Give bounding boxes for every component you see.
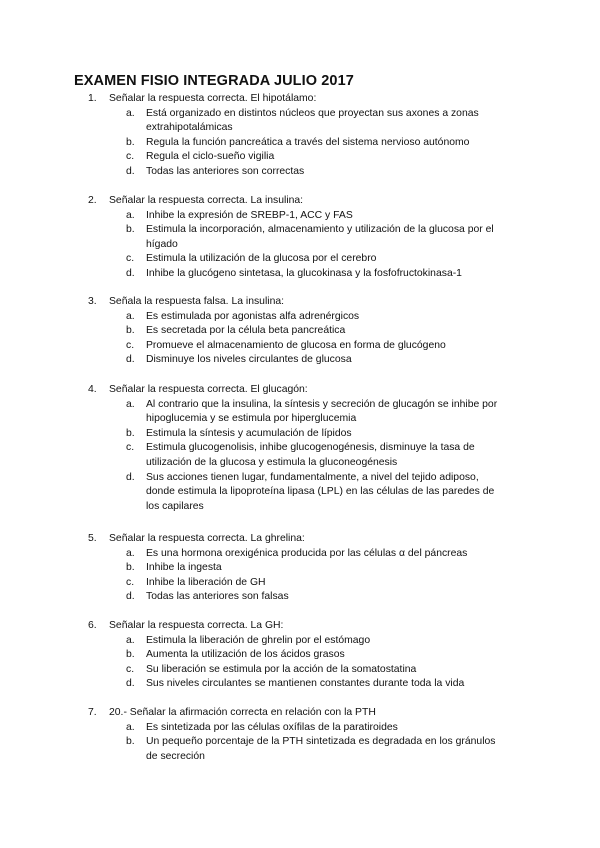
- option-item: [88, 267, 528, 282]
- option-letter: c.: [126, 151, 135, 163]
- question-number: 1.: [88, 93, 97, 104]
- option-list: [88, 634, 528, 692]
- option-item: [88, 136, 528, 151]
- option-text: Al contrario que la insulina, la síntesis y secreción de glucagón se inhibe por hipoglucemia y se estimula por hiperglucemia: [146, 398, 498, 425]
- option-text: Sus acciones tienen lugar, fundamentalmente, a nivel del tejido adiposo, donde estimula la lipoproteína lipasa (LPL) en las células de las paredes de los capilares: [146, 471, 495, 512]
- question-number: 6.: [88, 620, 97, 631]
- option-letter: a.: [126, 107, 135, 119]
- option-item: [88, 339, 528, 354]
- question-number: 2.: [88, 195, 97, 206]
- option-text: Promueve el almacenamiento de glucosa en forma de glucógeno: [146, 339, 446, 351]
- question-text: Señalar la respuesta correcta. La insulina:: [109, 195, 304, 206]
- option-text: Estimula glucogenolisis, inhibe glucogenogénesis, disminuye la tasa de utilización de la glucosa y estimula la gluconeogénesis: [146, 442, 475, 468]
- option-item: [88, 209, 528, 224]
- option-text: Sus niveles circulantes se mantienen constantes durante toda la vida: [146, 678, 465, 690]
- option-text: Regula el ciclo-sueño vigilia: [146, 151, 275, 163]
- option-letter: c.: [126, 339, 135, 351]
- option-letter: d.: [126, 267, 135, 279]
- option-letter: a.: [126, 721, 135, 733]
- option-text: Estimula la incorporación, almacenamiento y utilización de la glucosa por el hígado: [146, 224, 494, 250]
- option-letter: b.: [126, 325, 135, 337]
- question-5: [88, 532, 528, 605]
- question-text: Señalar la respuesta correcta. El glucagón:: [109, 384, 308, 395]
- option-text: Aumenta la utilización de los ácidos grasos: [146, 649, 345, 661]
- option-item: [88, 547, 528, 562]
- option-item: [88, 576, 528, 591]
- option-item: [88, 353, 528, 368]
- question-header: [88, 92, 528, 107]
- option-text: Estimula la liberación de ghrelin por el estómago: [146, 634, 371, 646]
- question-text: Señalar la respuesta correcta. La GH:: [109, 620, 284, 631]
- option-letter: b.: [126, 136, 135, 148]
- question-4: [88, 383, 528, 514]
- option-text: Es estimulada por agonistas alfa adrenérgicos: [146, 310, 360, 322]
- option-letter: b.: [126, 562, 135, 574]
- option-item: [88, 561, 528, 576]
- option-letter: b.: [126, 427, 135, 439]
- question-text: Señalar la respuesta correcta. El hipotálamo:: [109, 93, 317, 104]
- question-header: [88, 295, 528, 310]
- option-letter: c.: [126, 663, 135, 675]
- option-item: [88, 441, 528, 470]
- option-text: Estimula la utilización de la glucosa por el cerebro: [146, 253, 377, 265]
- question-6: [88, 619, 528, 692]
- question-number: 7.: [88, 707, 97, 718]
- option-item: [88, 471, 528, 515]
- question-number: 5.: [88, 533, 97, 544]
- question-text: 20.- Señalar la afirmación correcta en relación con la PTH: [109, 707, 376, 718]
- option-letter: c.: [126, 253, 135, 265]
- option-letter: d.: [126, 354, 135, 366]
- option-list: [88, 209, 528, 282]
- question-1: [88, 92, 528, 180]
- option-text: Todas las anteriores son correctas: [146, 165, 305, 177]
- option-list: [88, 310, 528, 368]
- question-text: Señalar la respuesta correcta. La ghrelina:: [109, 533, 305, 544]
- option-letter: c.: [126, 442, 135, 454]
- question-number: 4.: [88, 384, 97, 395]
- option-item: [88, 427, 528, 442]
- option-letter: a.: [126, 634, 135, 646]
- option-item: [88, 252, 528, 267]
- option-letter: b.: [126, 736, 135, 748]
- option-list: [88, 721, 528, 765]
- option-letter: d.: [126, 591, 135, 603]
- option-item: [88, 310, 528, 325]
- option-text: Es una hormona orexigénica producida por las células α del páncreas: [146, 547, 468, 559]
- option-text: Inhibe la ingesta: [146, 562, 222, 574]
- option-item: [88, 677, 528, 692]
- question-text: Señala la respuesta falsa. La insulina:: [109, 296, 285, 307]
- question-header: [88, 532, 528, 547]
- option-letter: b.: [126, 649, 135, 661]
- option-text: Su liberación se estimula por la acción de la somatostatina: [146, 663, 417, 675]
- question-3: [88, 295, 528, 368]
- option-list: [88, 107, 528, 180]
- option-item: [88, 150, 528, 165]
- option-text: Es sintetizada por las células oxífilas de la paratiroides: [146, 721, 398, 733]
- option-item: [88, 107, 528, 136]
- question-2: [88, 194, 528, 282]
- option-list: [88, 398, 528, 515]
- option-item: [88, 648, 528, 663]
- option-text: Es secretada por la célula beta pancreática: [146, 325, 346, 337]
- question-header: [88, 706, 528, 721]
- question-number: 3.: [88, 296, 97, 307]
- option-letter: d.: [126, 471, 135, 483]
- option-text: Inhibe la expresión de SREBP-1, ACC y FAS: [146, 209, 353, 221]
- option-letter: b.: [126, 224, 135, 236]
- option-item: [88, 324, 528, 339]
- option-item: [88, 634, 528, 649]
- option-item: [88, 223, 528, 252]
- option-letter: d.: [126, 678, 135, 690]
- option-list: [88, 547, 528, 605]
- option-letter: c.: [126, 576, 135, 588]
- question-header: [88, 619, 528, 634]
- option-letter: d.: [126, 165, 135, 177]
- option-text: Todas las anteriores son falsas: [146, 591, 289, 603]
- option-letter: a.: [126, 547, 135, 559]
- option-text: Está organizado en distintos núcleos que proyectan sus axones a zonas extrahipotalámicas: [146, 107, 479, 134]
- option-text: Inhibe la glucógeno sintetasa, la glucokinasa y la fosfofructokinasa-1: [146, 267, 462, 279]
- option-text: Disminuye los niveles circulantes de glucosa: [146, 354, 352, 366]
- option-item: [88, 590, 528, 605]
- option-item: [88, 663, 528, 678]
- option-text: Estimula la síntesis y acumulación de lípidos: [146, 427, 352, 439]
- option-item: [88, 165, 528, 180]
- page-title: EXAMEN FISIO INTEGRADA JULIO 2017: [74, 73, 354, 89]
- option-letter: a.: [126, 398, 135, 410]
- question-header: [88, 383, 528, 398]
- option-item: [88, 398, 528, 427]
- question-header: [88, 194, 528, 209]
- option-letter: a.: [126, 310, 135, 322]
- question-7: [88, 706, 528, 764]
- option-text: Un pequeño porcentaje de la PTH sintetizada es degradada en los gránulos de secreción: [146, 736, 496, 762]
- option-item: [88, 735, 528, 764]
- option-text: Regula la función pancreática a través del sistema nervioso autónomo: [146, 136, 470, 148]
- option-text: Inhibe la liberación de GH: [146, 576, 266, 588]
- option-letter: a.: [126, 209, 135, 221]
- option-item: [88, 721, 528, 736]
